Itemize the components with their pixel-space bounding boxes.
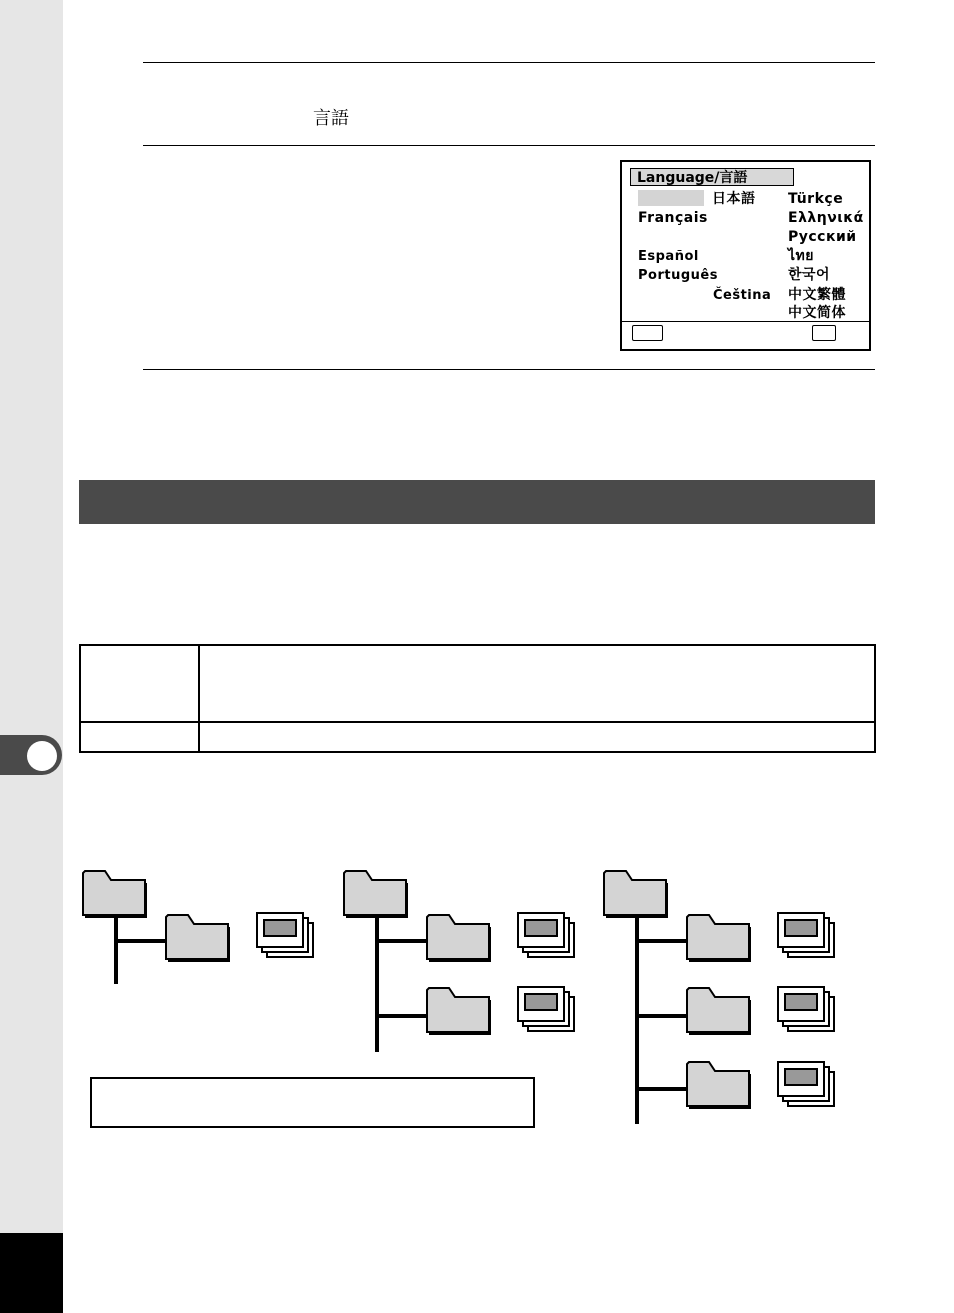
folder-icon [344, 871, 408, 918]
language-menu-title: Language/言語 [630, 168, 794, 186]
folder-icon [83, 871, 147, 918]
folder-icon [687, 1062, 751, 1109]
language-option[interactable]: ไทย [788, 248, 814, 264]
folder-icon [427, 988, 491, 1035]
language-option[interactable]: Français [638, 210, 708, 226]
language-option[interactable]: Čeština [713, 288, 772, 303]
folder-icon [604, 871, 668, 918]
diagram-note-box [90, 1077, 535, 1128]
language-option[interactable]: Türkçe [788, 191, 844, 207]
language-term: 言語 [313, 108, 349, 129]
language-option[interactable]: 中文简体 [788, 305, 846, 321]
tree-two-folders [344, 871, 574, 1052]
tree-three-folders [604, 871, 834, 1124]
language-option[interactable]: Português [638, 268, 718, 283]
image-stack-icon [778, 987, 834, 1031]
tree-one-folder [83, 871, 313, 984]
language-option[interactable]: Ελληνικά [788, 210, 864, 226]
language-option[interactable]: Русский [788, 229, 857, 245]
language-option[interactable]: 中文繁體 [788, 287, 846, 303]
image-stack-icon [518, 913, 574, 957]
image-stack-icon [778, 913, 834, 957]
language-option[interactable]: 日本語 [712, 191, 756, 207]
folder-icon [687, 915, 751, 962]
image-stack-icon [778, 1062, 834, 1106]
language-option[interactable]: 한국어 [788, 267, 831, 283]
language-option[interactable]: Español [638, 249, 699, 264]
folder-icon [427, 915, 491, 962]
image-stack-icon [257, 913, 313, 957]
folder-icon [687, 988, 751, 1035]
folder-icon [166, 915, 230, 962]
image-stack-icon [518, 987, 574, 1031]
